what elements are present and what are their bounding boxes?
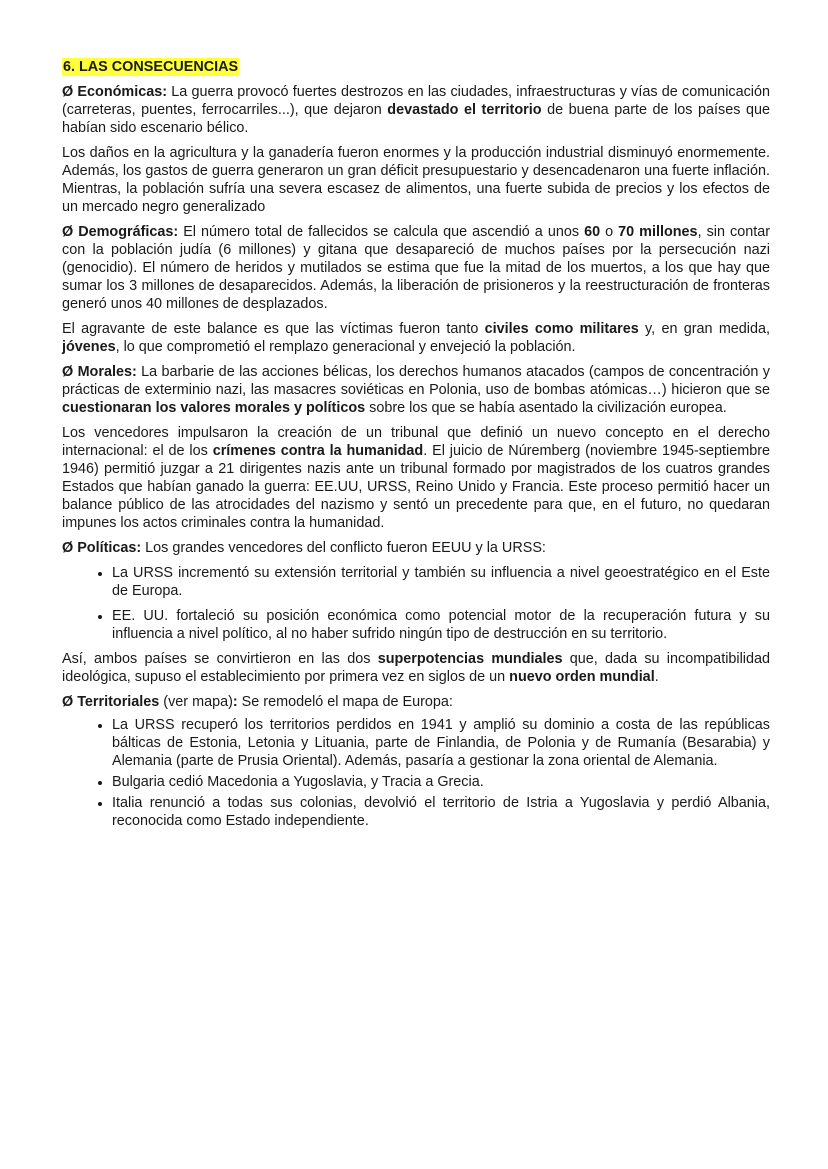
economicas-paragraph-1 [62,83,770,137]
territoriales-label: Ø Territoriales [62,694,160,710]
politicas-bold-orden: nuevo orden mundial [509,669,655,685]
politicas-closing-a: Así, ambos países se convirtieron en las dos [62,651,378,667]
economicas-paragraph-2: Los daños en la agricultura y la ganadería fueron enormes y la producción industrial disminuyó enormemente. Además, los gastos de guerra generaron un gran déficit presupuestario y desencadenaron una fuerte inflación. Mientras, la población sufría una severa escasez de alimentos, una fuerte subida de precios y los efectos de un mercado negro generalizado [62,145,770,215]
economicas-label: Ø Económicas: [62,84,167,100]
morales-text-2c: . El juicio de Núremberg (noviembre 1945-septiembre 1946) permitió juzgar a 21 dirigentes nazis ante un tribunal formado por magistrados de los cuatros grandes Estados que habían ganado la guerra: EE.UU, URSS, Reino Unido y Francia. Este proceso permitió hacer un balance público de las atrocidades del nazismo y sentó un precedente para que, en el futuro, no quedaran impunes los actos criminales contra la humanidad. [62,443,770,531]
politicas-bold-superpotencias: superpotencias mundiales [377,651,563,667]
economicas-text-1c: de buena parte de los países que habían sido escenario bélico. [62,102,770,136]
politicas-intro [62,539,770,557]
list-item: • La URSS recuperó los territorios perdidos en 1941 y amplió su dominio a costa de las repúblicas bálticas de Estonia, Letonia y Lituania, parte de Finlandia, de Polonia y de Rumanía (Besarabia) y Alemania (parte de Prusia Oriental). Además, pasaría a gestionar la zona oriental de Alemania. [112,716,770,770]
list-item: • Italia renunció a todas sus colonias, devolvió el territorio de Istria a Yugoslavia y perdió Albania, reconocida como Estado independiente. [112,794,770,830]
list-item: • EE. UU. fortaleció su posición económica como potencial motor de la recuperación futura y su influencia a nivel político, al no haber sufrido ningún tipo de destrucción en su territorio. [112,607,770,643]
demograficas-text-1e: , sin contar con la población judía (6 millones) y gitana que desapareció de muchos países por la persecución nazi (genocidio). El número de heridos y mutilados se estima que fue la mitad de los muertos, a los que hay que sumar los 3 millones de desaparecidos. Además, la liberación de prisioneros y la reestructuración de fronteras generó unos 40 millones de desplazados. [62,224,771,312]
territoriales-intro-text: Se remodeló el mapa de Europa: [237,694,453,710]
economicas-text-1a: La guerra provocó fuertes destrozos en las ciudades, infraestructuras y vías de comunicación (carreteras, puentes, ferrocarriles...), que dejaron [62,84,770,118]
demograficas-bold-jovenes: jóvenes [62,339,116,355]
politicas-closing [62,650,770,686]
demograficas-paragraph-1 [62,223,770,313]
demograficas-paragraph-2 [62,320,770,356]
demograficas-bold-70: 70 millones [618,224,698,240]
politicas-label: Ø Políticas: [62,540,142,556]
morales-bold-crimenes: crímenes contra la humanidad [212,443,424,459]
morales-text-1a: La barbarie de las acciones bélicas, los derechos humanos atacados (campos de concentración y prácticas de exterminio nazi, las masacres soviéticas en Polonia, uso de bombas atómicas…) hicieron que se [62,364,770,398]
demograficas-text-1c: o [600,224,619,240]
morales-paragraph-2 [62,424,770,532]
morales-bold-valores: cuestionaran los valores morales y políticos [62,400,366,416]
morales-text-2a: Los vencedores impulsaron la creación de un tribunal que definió un nuevo concepto en el derecho internacional: el de los [62,425,770,459]
politicas-closing-e: . [654,669,659,685]
demograficas-label: Ø Demográficas: [62,224,179,240]
demograficas-bold-civiles: civiles como militares [484,321,639,337]
politicas-list [62,564,770,643]
list-item: • La URSS incrementó su extensión territorial y también su influencia a nivel geoestratégico en el Este de Europa. [112,564,770,600]
morales-paragraph-1 [62,363,770,417]
demograficas-text-1a: El número total de fallecidos se calcula que ascendió a unos [178,224,585,240]
demograficas-bold-60: 60 [584,224,601,240]
territoriales-colon: : [232,694,238,710]
section-heading: 6. LAS CONSECUENCIAS [63,59,239,75]
morales-text-1c: sobre los que se había asentado la civilización europea. [365,400,727,416]
territoriales-list [62,716,770,830]
demograficas-text-2a: El agravante de este balance es que las víctimas fueron tanto [62,321,485,337]
economicas-bold-1: devastado el territorio [387,102,542,118]
territoriales-intro [62,693,770,711]
document-page [62,58,770,837]
morales-label: Ø Morales: [62,364,137,380]
demograficas-text-2c: y, en gran medida, [638,321,771,337]
list-item: • Bulgaria cedió Macedonia a Yugoslavia, y Tracia a Grecia. [112,773,770,791]
politicas-closing-c: que, dada su incompatibilidad ideológica, supuso el establecimiento por primera vez en siglos de un [62,651,770,685]
demograficas-text-2e: , lo que comprometió el remplazo generacional y envejeció la población. [115,339,576,355]
politicas-intro-text: Los grandes vencedores del conflicto fueron EEUU y la URSS: [141,540,546,556]
territoriales-ref: (ver mapa) [159,694,233,710]
